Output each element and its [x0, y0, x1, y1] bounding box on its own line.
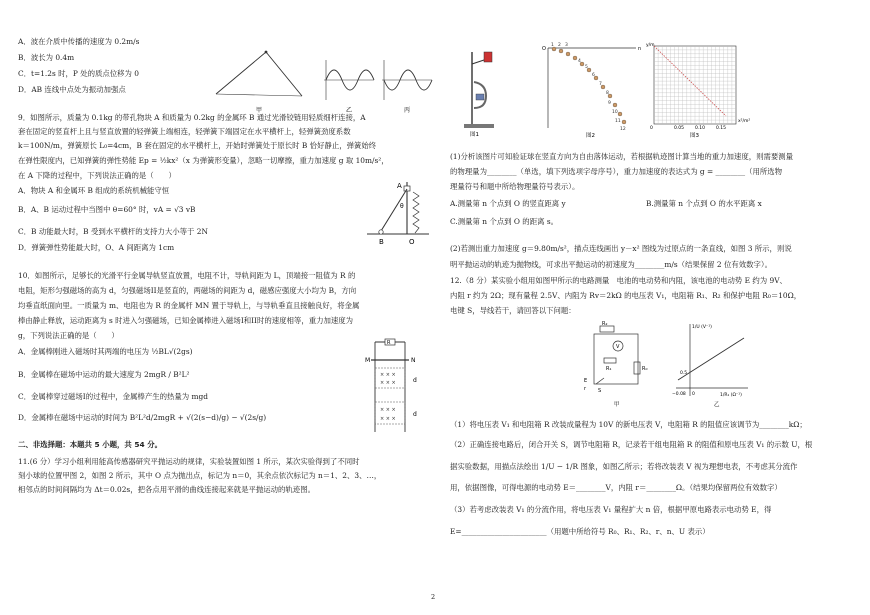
q12-fig-r2: R₂	[602, 321, 608, 327]
q10-option-d: D．金属棒在磁场中运动的时间为 B²L²d/2mgR + √(2(s−d)/g) − √(2s/g)	[18, 413, 267, 422]
q11-stem-line: 11.(6 分）学习小组利用能高传感器研究平抛运动的规律，实验装置如图 1 所示，某次实验得到了不同时	[18, 457, 360, 466]
q8-figure-wave-b	[382, 60, 432, 100]
q9-option-a: A．物块 A 和金属环 B 组成的系统机械能守恒	[18, 186, 170, 195]
q10-label-m: M	[365, 357, 371, 364]
q8-option-c: C．t=1.2s 时，P 处的质点位移为 0	[18, 69, 139, 78]
q11-fig2-tick: 8	[606, 91, 609, 96]
q10-label-d2: d	[413, 411, 417, 418]
q11-fig2-axis-n: n	[638, 46, 642, 52]
q11-figure1-apparatus	[464, 52, 494, 138]
q12-graph-axis-y: 1/U (V⁻¹)	[692, 325, 712, 330]
q8-fig-label-jia: 甲	[256, 107, 263, 114]
q11-figures	[450, 38, 850, 140]
q8-option-a: A．波在介质中传播的速度为 0.2m/s	[18, 37, 140, 46]
q12-fig-label-jia: 甲	[614, 402, 620, 408]
q12-figure-graph	[672, 324, 748, 408]
q11-fig2-tick: 3	[565, 43, 568, 48]
q12-part-line: E=_______________________（用题中所给符号 R₀、R₁、R₂、r、n、U 表示）	[450, 527, 710, 536]
q8-fig-label-yi: 乙	[346, 107, 353, 114]
q11-part1-line: 的物理量为________（单选，填下列选项字母序号），重力加速度的表达式为 g = ________（用所选物	[450, 167, 783, 176]
q11-fig2-tick: 11	[615, 119, 621, 124]
q11-fig2-tick: 1	[551, 43, 554, 48]
q12-figure-circuit	[594, 326, 640, 384]
q11-fig2-tick: 10	[612, 110, 618, 115]
q11-fig2-tick: 5	[585, 65, 588, 70]
q10-stem-line: 均垂直纸面向里。一质量为 m、电阻也为 R 的金属杆 MN 置于导轨上，与导轨垂直且接触良好，将金属	[18, 301, 360, 310]
q8-option-b: B．波长为 0.4m	[18, 53, 75, 62]
q12-part-line: 用，依据图像，可得电源的电动势 E＝________V，内阻 r＝________Ω。（结果均保留两位有效数字）	[450, 483, 782, 492]
q11-stem-line: 刻小球的位置甲图 2，如图 2 所示，其中 O 点为抛出点，标记为 n＝0，其余点依次标记为 n＝1、2、3、…，	[18, 471, 382, 480]
q11-fig2-tick: 12	[620, 127, 626, 132]
q9-stem-line: 9．如图所示，质量为 0.1kg 的带孔物块 A 和质量为 0.2kg 的金属环 B 通过光滑铰链用轻质细杆连接，A	[18, 113, 366, 122]
q8-figure-triangle	[216, 51, 302, 96]
q11-fig2-label: 图2	[586, 133, 595, 139]
q10-stem-line: 电阻，矩形匀强磁场的高为 d，匀强磁场II是竖直的，两磁场的间距为 d，磁感应强度大小均为 B，方向	[18, 286, 357, 295]
q9-stem-line: k＝100N/m，弹簧原长 L₀=4cm，B 套在固定的水平横杆上，开始时弹簧处于原长时 B 恰好静止，弹簧始终	[18, 141, 377, 150]
q10-option-c: C．金属棒穿过磁场I的过程中，金属棒产生的热量为 mgd	[18, 392, 208, 401]
q10-stem-line: 棒由静止释放，运动距离为 s 时进入匀强磁场，已知金属棒进入磁场I和II时的速度相等，重力加速度为	[18, 316, 354, 325]
q11-fig3-tick: 0.15	[716, 126, 727, 131]
q9-label-b: B	[379, 238, 384, 246]
q11-fig3-label: 图3	[690, 133, 699, 139]
svg-text:× × ×: × × ×	[380, 372, 396, 378]
q12-graph-tick-neg: −0.08	[672, 392, 686, 397]
q11-figure2-trajectory	[542, 42, 641, 139]
q12-fig-r: r	[584, 386, 587, 392]
q10-stem-line: 10．如图所示，足够长的光滑平行金属导轨竖直放置，电阻不计，导轨间距为 L，顶端接一阻值为 R 的	[18, 271, 356, 280]
q11-fig3-axis-x: x²/m²	[738, 119, 751, 124]
section-heading-nonchoice: 二、非选择题：本题共 5 小题，共 54 分。	[18, 440, 162, 449]
q10-label-d1: d	[413, 377, 417, 384]
q12-fig-e: E	[584, 378, 588, 384]
q12-graph-origin: 0	[692, 392, 695, 397]
q9-label-theta: θ	[400, 203, 404, 210]
q8-figures	[206, 42, 436, 114]
q12-part-line: （1）将电压表 V₁ 和电阻箱 R 改装成量程为 10V 的新电压表 V，电阻箱 R 的阻值应该调节为________kΩ；	[450, 420, 807, 429]
q9-label-o: O	[409, 238, 415, 246]
q9-stem-line: 在 A 下降的过程中，下列说法正确的是（ ）	[18, 171, 176, 180]
svg-text:× × ×: × × ×	[380, 407, 396, 413]
q8-figure-wave-a	[324, 60, 374, 100]
q11-fig3-tick: 0	[650, 126, 653, 131]
q11-part1-line: 理量符号和题中所给物理量符号表示）。	[450, 182, 580, 191]
q10-figure	[363, 336, 425, 436]
q12-figures	[580, 318, 750, 410]
q10-option-a: A．金属棒刚进入磁场时其两端的电压为 ½BL√(2gs)	[18, 347, 193, 356]
q10-option-b: B．金属棒在磁场中运动的最大速度为 2mgR / B²L²	[18, 370, 190, 379]
q11-part1-option-b: B.测量第 n 个点到 O 的水平距离 x	[646, 199, 762, 208]
q11-part1-line: (1)分析该图片可知验证球在竖直方向为自由落体运动，若根据轨迹图计算当地的重力加速度，则需要测量	[450, 152, 794, 161]
q12-stem-line: 内阻 r 约为 2Ω；现有量程 2.5V、内阻为 Rv＝2kΩ 的电压表 V₁，电阻箱 R₁、R₂ 和保护电阻 R₀＝10Ω，	[450, 291, 802, 300]
q12-stem-line: 12.（8 分）某实验小组用如图甲所示的电路测量 电池的电动势和内阻，该电池的电动势 E 约为 9V、	[450, 276, 787, 285]
q12-part-line: （3）若考虑改装表 V₁ 的分流作用，将电压表 V₁ 量程扩大 n 倍，根据甲原电路表示电动势 E，得	[450, 505, 772, 514]
q11-fig2-tick: 9	[608, 101, 611, 106]
q11-fig2-tick: 2	[558, 43, 561, 48]
q12-fig-v: V	[616, 344, 620, 350]
q9-figure	[363, 178, 433, 246]
q9-option-b: B．A、B 运动过程中当图中 θ=60° 时，vA = √3 vB	[18, 205, 196, 214]
q8-option-d: D．AB 连线中点处为振动加强点	[18, 85, 126, 94]
q9-option-d: D．弹簧弹性势能最大时，O、A 间距离为 1cm	[18, 243, 175, 252]
q11-fig3-axis-y: y/m	[646, 43, 655, 48]
q9-stem-line: 套在固定的竖直杆上且与竖直放置的轻弹簧上端相连，轻弹簧下端固定在水平横杆上，轻弹簧劲度系数	[18, 127, 351, 136]
q11-part2-line: 明平抛运动的轨迹为抛物线，可求出平抛运动的初速度为________m/s（结果保留 2 位有效数字）。	[450, 260, 773, 269]
q12-fig-r0: R₀	[642, 366, 648, 372]
q8-fig-label-bing: 丙	[404, 107, 411, 114]
q11-fig2-tick: 6	[592, 73, 595, 78]
q9-option-c: C．B 动能最大时，B 受到水平横杆的支持力大小等于 2N	[18, 227, 208, 236]
q12-stem-line: 电键 S，导线若干，请回答以下问题：	[450, 306, 576, 315]
q10-stem-line: g，下列说法正确的是（ ）	[18, 331, 119, 340]
q12-fig-s: S	[598, 388, 602, 394]
q9-stem-line: 在弹性限度内，已知弹簧的弹性势能 Ep = ½kx²（x 为弹簧形变量），忽略一切摩擦，重力加速度 g 取 10m/s²，	[18, 156, 389, 165]
q11-fig2-tick: 7	[599, 82, 602, 87]
q10-label-n: N	[411, 357, 416, 364]
q12-fig-r1: R₁	[606, 366, 612, 372]
svg-text:× × ×: × × ×	[380, 416, 396, 422]
q11-part1-option-c: C.测量第 n 个点到 O 的距离 s。	[450, 217, 559, 226]
q11-fig1-label: 图1	[470, 132, 479, 138]
q12-part-line: 据实验数据，用描点法绘出 1/U − 1/R 图象，如图乙所示；若将改装表 V 视为理想电表，不考虑其分流作	[450, 462, 798, 471]
q11-figure3-grid	[646, 42, 750, 139]
q11-fig3-tick: 0.05	[674, 126, 685, 131]
q11-fig3-tick: 0.10	[695, 126, 706, 131]
q12-graph-tick-05: 0.5	[680, 371, 688, 376]
q11-part2-line: (2)若测出重力加速度 g＝9.80m/s²，描点连线画出 y－x² 图线为过原点的一条直线，如图 3 所示，则说	[450, 244, 792, 253]
q10-label-r: R	[387, 340, 391, 346]
q12-part-line: （2）正确连接电路后，闭合开关 S，调节电阻箱 R，记录若干组电阻箱 R 的阻值和原电压表 V₁ 的示数 U，根	[450, 440, 813, 449]
q12-graph-axis-x: 1/R₁ (Ω⁻¹)	[720, 393, 742, 398]
q12-fig-label-yi: 乙	[714, 402, 720, 408]
svg-text:× × ×: × × ×	[380, 380, 396, 386]
page-number: 2	[431, 593, 436, 601]
q11-fig2-tick: 4	[578, 59, 581, 64]
q11-stem-line: 相邻点的时间间隔均为 Δt＝0.02s，把各点用平滑的曲线连接起来就是平抛运动的轨迹图。	[18, 485, 315, 494]
q11-fig2-origin: O	[542, 46, 546, 52]
q11-part1-option-a: A.测量第 n 个点到 O 的竖直距离 y	[450, 199, 566, 208]
q9-label-a: A	[397, 182, 402, 190]
